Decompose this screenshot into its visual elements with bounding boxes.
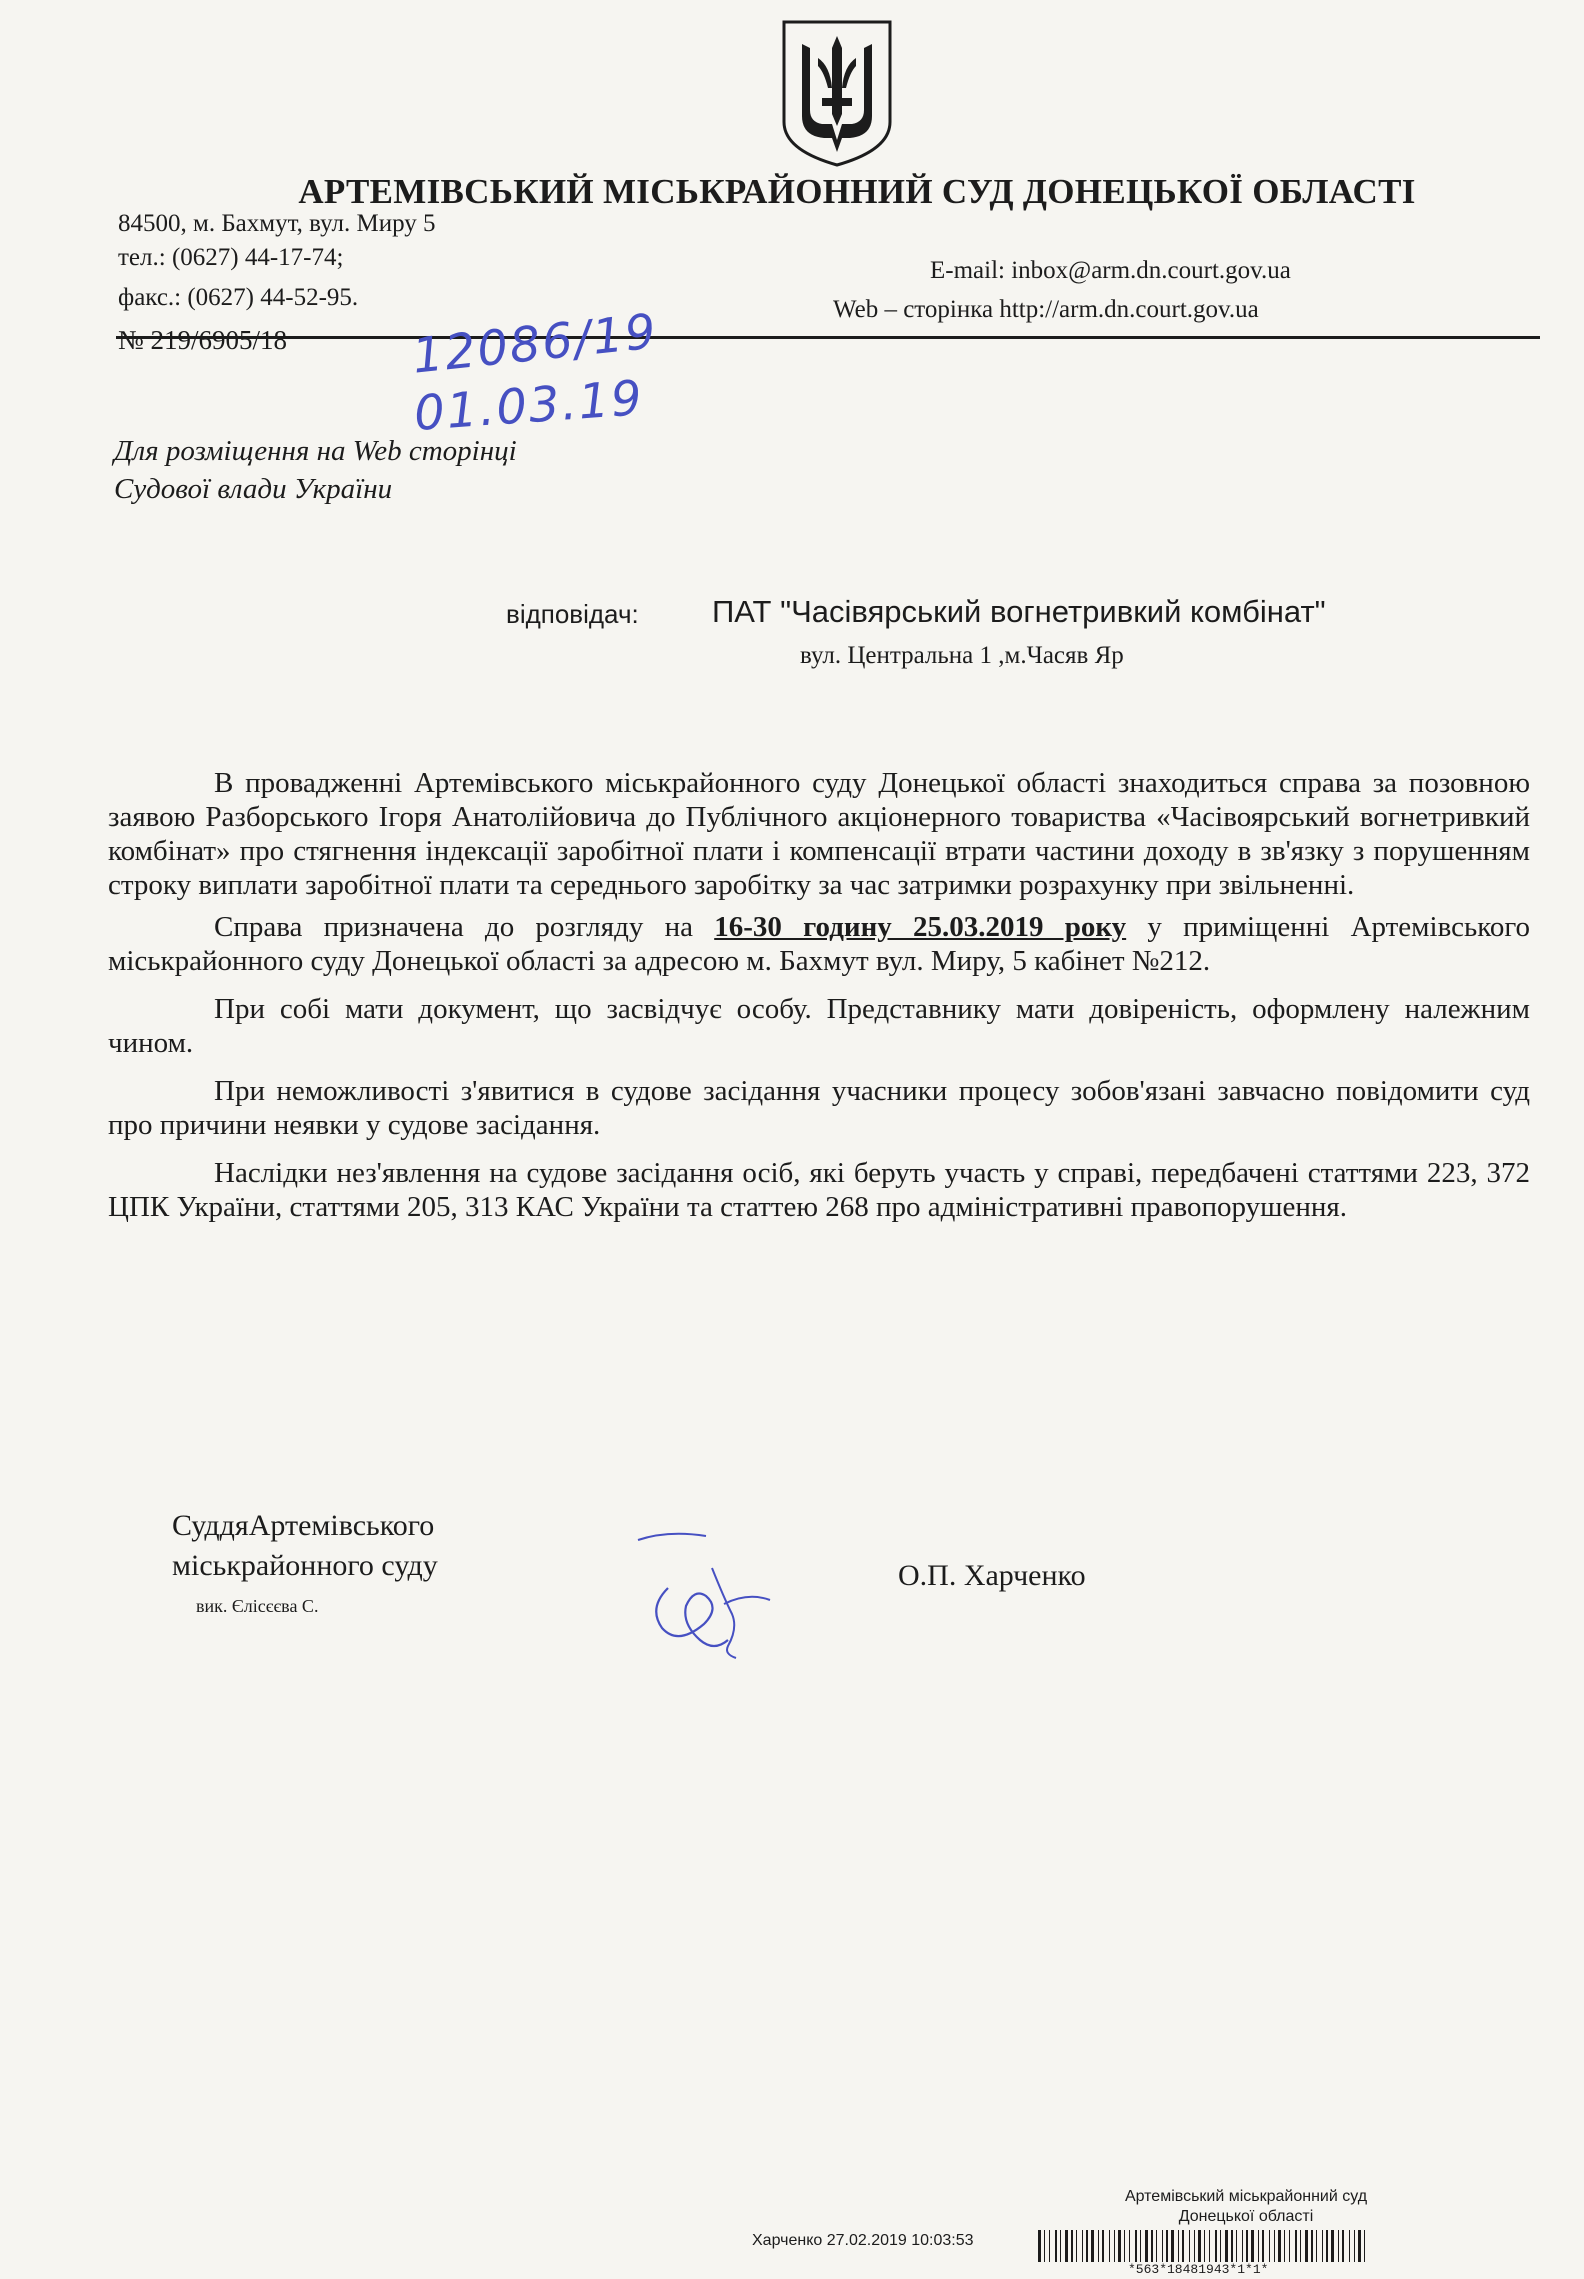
- barcode-icon: [1038, 2230, 1368, 2262]
- header-divider: [116, 336, 1540, 339]
- respondent-name: ПАТ "Часівярський вогнетривкий комбінат": [712, 594, 1326, 629]
- hearing-text-after: у приміщенні Артемівського міськрайонного суду Донецької області за адресою м. Бахмут вул. Миру, 5 кабінет №212.: [108, 911, 1530, 977]
- trident-emblem-icon: [778, 18, 896, 168]
- handwritten-registration-number: 12086/19: [409, 303, 661, 385]
- body-paragraph: В провадженні Артемівського міськрайонного суду Донецької області знаходиться справа за позовною заявою Разборського Ігоря Анатолійовича до Публічного акціонерного товариства «Часівоярський вогнетривкий комбінат» про стягнення індексації заробітної плати і компенсації втрати частини доходу в зв'язку з порушенням строку виплати заробітної плати та середнього заробітку за час затримки розрахунку при звільненні.: [108, 767, 1530, 901]
- case-number: № 219/6905/18: [118, 325, 288, 355]
- body-paragraph-hearing: [108, 910, 1530, 978]
- hearing-text-before: Справа призначена до розгляду на: [214, 911, 715, 943]
- barcode-text: *563*18481943*1*1*: [1128, 2262, 1269, 2277]
- court-phone: тел.: (0627) 44-17-74;: [118, 244, 344, 271]
- handwritten-signature: [628, 1528, 788, 1663]
- placement-note-line2: Судової влади України: [114, 473, 393, 505]
- judge-title-line1: СуддяАртемівського: [172, 1509, 435, 1542]
- stamp-org-line2: Донецької області: [1178, 2208, 1314, 2225]
- judge-title-line2: міськрайонного суду: [172, 1549, 438, 1582]
- placement-note: [114, 432, 517, 508]
- court-website: Web – сторінка http://arm.dn.court.gov.ua: [833, 296, 1259, 323]
- judge-name: О.П. Харченко: [898, 1559, 1086, 1592]
- stamp-org-line1: Артемівський міськрайонний суд: [1124, 2188, 1368, 2205]
- body-paragraph: При собі мати документ, що засвідчує особу. Представнику мати довіреність, оформлену належним чином.: [108, 993, 1530, 1059]
- judge-title: [172, 1506, 438, 1586]
- court-name-heading: АРТЕМІВСЬКИЙ МІСЬКРАЙОННИЙ СУД ДОНЕЦЬКОЇ ОБЛАСТІ: [298, 172, 1416, 211]
- court-fax: факс.: (0627) 44-52-95.: [118, 284, 359, 311]
- court-email: E-mail: inbox@arm.dn.court.gov.ua: [930, 257, 1291, 284]
- body-paragraph: Наслідки нез'явлення на судове засідання осіб, які беруть участь у справі, передбачені статтями 223, 372 ЦПК України, статтями 205, 313 КАС України та статтею 268 про адміністративні правопорушення.: [108, 1157, 1530, 1223]
- respondent-label: відповідач:: [506, 599, 639, 629]
- executor-note: вик. Єлісєєва С.: [196, 1596, 319, 1616]
- placement-note-line1: Для розміщення на Web сторінці: [114, 435, 517, 467]
- handwritten-registration-date: 01.03.19: [412, 370, 646, 442]
- hearing-datetime: 16-30 годину 25.03.2019 року: [714, 911, 1127, 943]
- body-paragraph: При неможливості з'явитися в судове засідання учасники процесу зобов'язані завчасно повідомити суд про причини неявки у судове засідання.: [108, 1075, 1530, 1141]
- respondent-address: вул. Центральна 1 ,м.Часяв Яр: [800, 642, 1124, 669]
- summons-body: [108, 766, 1530, 1232]
- court-address: 84500, м. Бахмут, вул. Миру 5: [118, 210, 436, 237]
- registry-stamp-meta: Харченко 27.02.2019 10:03:53: [752, 2232, 974, 2249]
- registry-stamp-org: [1096, 2187, 1396, 2227]
